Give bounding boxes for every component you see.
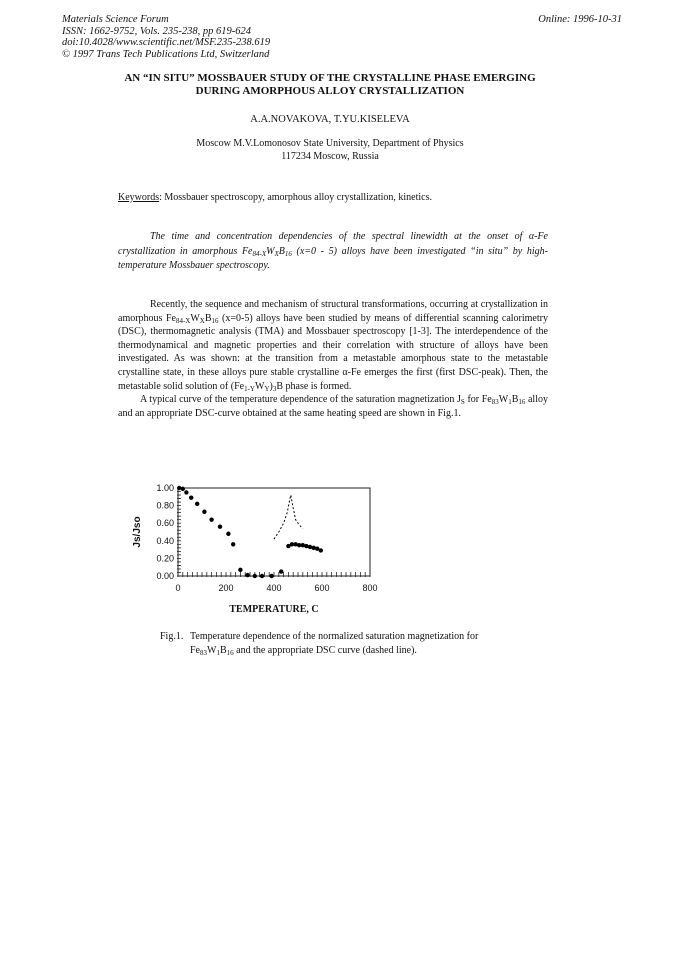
keywords-label: Keywords [118, 192, 160, 203]
data-point [202, 510, 206, 514]
figure-1-chart [120, 478, 400, 618]
authors: A.A.NOVAKOVA, T.YU.KISELEVA [250, 114, 410, 125]
y-axis-label: Js/Jso [132, 516, 143, 548]
data-point [231, 542, 235, 546]
paper-title [100, 72, 560, 98]
x-tick-label: 0 [175, 583, 181, 593]
title-line-2: DURING AMORPHOUS ALLOY CRYSTALLIZATION [195, 85, 465, 97]
x-tick-label: 400 [266, 583, 282, 593]
paragraph-2: A typical curve of the temperature dependence of the saturation magnetization $J_S$ for $Fe_{83}W_1B_{16}$ alloy and an appropriate DSC-curve obtained at the same heating speed are shown in Fig.1. [118, 394, 548, 419]
figure-caption [160, 630, 480, 658]
plot-frame [178, 488, 370, 576]
data-point [253, 574, 257, 578]
data-point [238, 568, 242, 572]
data-point [319, 548, 323, 552]
dsc-curve-line [274, 495, 303, 539]
y-tick-label: 0.80 [156, 500, 174, 511]
y-tick-label: 0.00 [156, 571, 174, 581]
data-point [181, 487, 185, 491]
data-point [184, 490, 188, 494]
data-point [279, 569, 283, 573]
publication-header [62, 14, 622, 60]
affiliation [120, 138, 540, 163]
y-tick-label: 0.60 [156, 518, 174, 529]
data-point [195, 502, 199, 506]
data-point [189, 495, 193, 499]
y-tick-label: 1.00 [156, 483, 174, 493]
data-point [226, 532, 230, 536]
abstract: The time and concentration dependencies of the spectral linewidth at the onset of α-Fe crystallization in amorphous $Fe_{84-X}W_XB_{16}$ (x=0 - 5) alloys have been investigated “in situ” by high-temperature Mossbauer spectroscopy. [118, 231, 548, 271]
y-tick-label: 0.40 [156, 535, 174, 546]
data-point [245, 573, 249, 577]
caption-text: Temperature dependence of the normalized saturation magnetization for $Fe_{83}W_1B_{16}$ and the appropriate DSC curve (dashed line). [190, 631, 479, 657]
data-point [269, 574, 273, 578]
copyright-line: © 1997 Trans Tech Publications Ltd, Switzerland [62, 48, 270, 60]
caption-number: Fig.1. [160, 631, 184, 642]
y-tick-label: 0.20 [156, 553, 174, 564]
doi-line: doi:10.4028/www.scientific.net/MSF.235-238.619 [62, 37, 271, 49]
x-tick-label: 200 [218, 583, 234, 593]
issn-line: ISSN: 1662-9752, Vols. 235-238, pp 619-624 [62, 25, 251, 37]
keywords [118, 192, 568, 203]
affiliation-line-1: Moscow M.V.Lomonosov State University, Department of Physics [196, 138, 464, 149]
affiliation-line-2: 117234 Moscow, Russia [281, 150, 379, 162]
x-tick-label: 800 [362, 583, 378, 593]
data-point [209, 517, 213, 521]
title-line-1: AN “IN SITU” MOSSBAUER STUDY OF THE CRYSTALLINE PHASE EMERGING [124, 72, 536, 84]
x-axis-label: TEMPERATURE, C [229, 604, 319, 615]
body-text [118, 298, 548, 420]
x-tick-label: 600 [314, 583, 330, 593]
data-point [260, 574, 264, 578]
keywords-text: : Mossbauer spectroscopy, amorphous alloy crystallization, kinetics. [159, 192, 433, 203]
paragraph-1: Recently, the sequence and mechanism of structural transformations, occurring at crystallization in amorphous $Fe_{84-X}W_XB_{16}$ (x=0-5) alloys have been studied by means of differential scanning calorimetry (DSC), thermomagnetic analysis (TMA) and Mossbauer spectroscopy [1-3]. The interdependence of the thermodynamical and magnetic properties and their correlation with structure of alloys have been investigated. As was shown: at the transition from a metastable amorphous state to the metastable crystalline state, in these alloys pure stable crystalline α-Fe emerges the first (first DSC-peak). Then, the metastable solid solution of $(Fe_{1-Y}W_Y)_3B$ phase is formed. [118, 299, 548, 393]
data-point [218, 525, 222, 529]
journal-name: Materials Science Forum [62, 14, 169, 25]
online-date: Online: 1996-10-31 [538, 14, 622, 25]
